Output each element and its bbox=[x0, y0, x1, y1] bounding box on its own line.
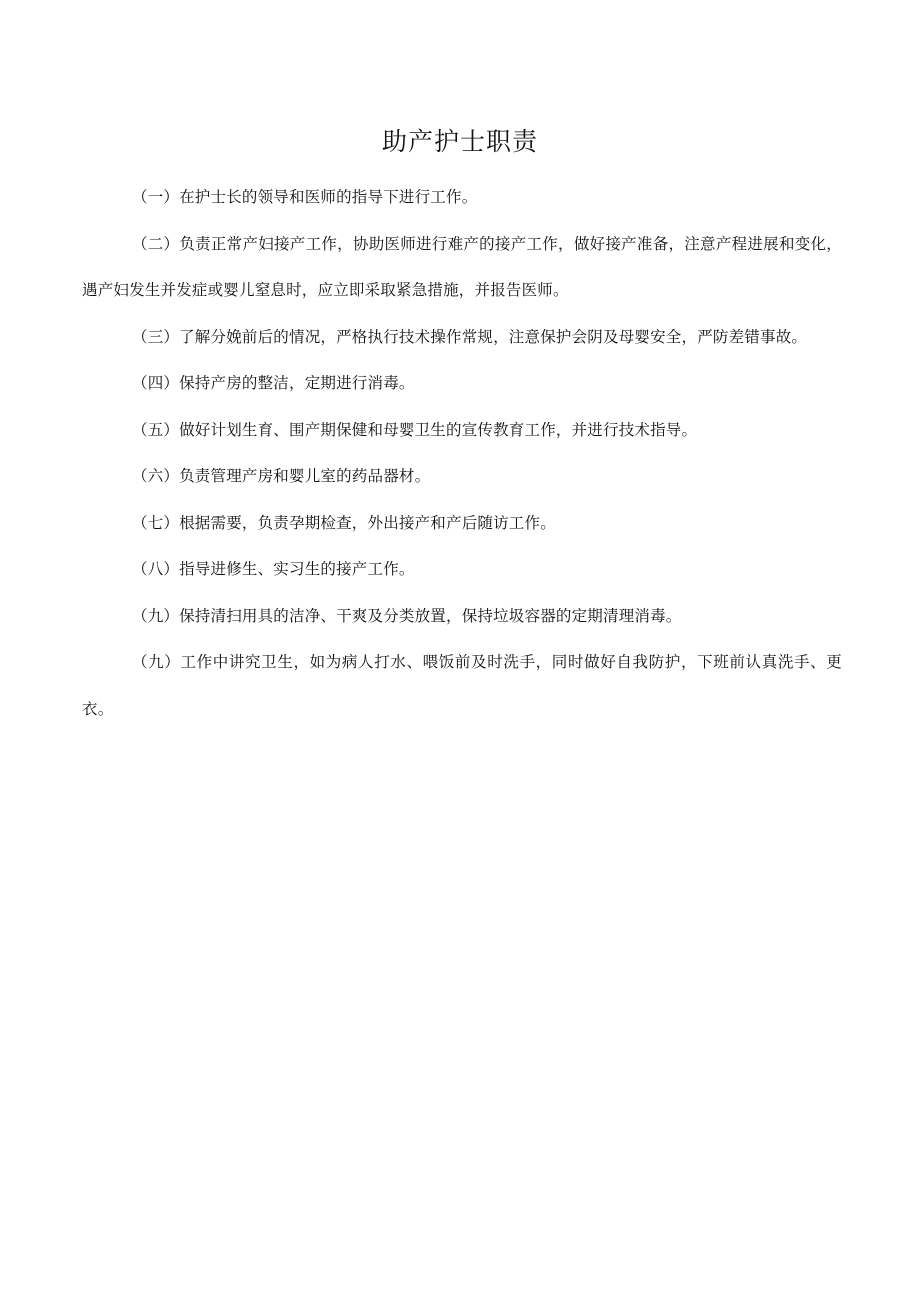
duty-list bbox=[82, 174, 842, 732]
duty-item-4: （四）保持产房的整洁，定期进行消毒。 bbox=[132, 374, 415, 392]
duty-item-9: （九）保持清扫用具的洁净、干爽及分类放置，保持垃圾容器的定期清理消毒。 bbox=[132, 606, 682, 625]
duty-item-10: （九）工作中讲究卫生，如为病人打水、喂饭前及时洗手，同时做好自我防护，下班前认真洗手、更衣。 bbox=[82, 653, 842, 718]
duty-item-3: （三）了解分娩前后的情况，严格执行技术操作常规，注意保护会阴及母婴安全，严防差错事故。 bbox=[132, 327, 808, 346]
duty-item-8: （八）指导进修生、实习生的接产工作。 bbox=[132, 560, 415, 578]
document-title: 助产护士职责 bbox=[381, 127, 538, 156]
duty-item-2: （二）负责正常产妇接产工作，协助医师进行难产的接产工作，做好接产准备，注意产程进展和变化，遇产妇发生并发症或婴儿窒息时，应立即采取紧急措施，并报告医师。 bbox=[82, 234, 842, 299]
duty-item-7: （七）根据需要，负责孕期检查，外出接产和产后随访工作。 bbox=[132, 513, 556, 532]
duty-item-6: （六）负责管理产房和婴儿室的药品器材。 bbox=[132, 467, 431, 485]
duty-item-5: （五）做好计划生育、围产期保健和母婴卫生的宣传教育工作，并进行技术指导。 bbox=[132, 420, 698, 439]
duty-item-1: （一）在护士长的领导和医师的指导下进行工作。 bbox=[132, 188, 478, 206]
